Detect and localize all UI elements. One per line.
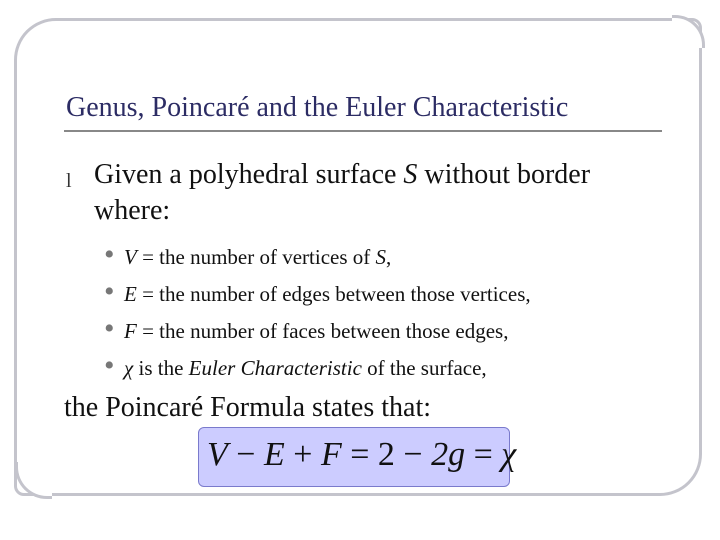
closing-text: the Poincaré Formula states that: bbox=[64, 392, 432, 423]
intro-var: S bbox=[403, 159, 418, 190]
sub-bullet-list bbox=[104, 238, 704, 386]
formula-op: − bbox=[227, 436, 264, 473]
sub-item-faces bbox=[104, 312, 704, 349]
sub-item-vertices bbox=[104, 238, 704, 275]
sub-bullet-icon: • bbox=[104, 238, 115, 271]
formula-op: + bbox=[284, 436, 321, 473]
sub-item-tail: , bbox=[386, 245, 392, 269]
bullet-marker-icon: l bbox=[66, 170, 72, 192]
sub-bullet-icon: • bbox=[104, 275, 115, 308]
formula-e: E bbox=[263, 436, 285, 473]
formula-v: V bbox=[207, 436, 228, 473]
frame-corner-top-right bbox=[672, 15, 705, 48]
sub-bullet-icon: • bbox=[104, 349, 115, 382]
formula-two: 2 bbox=[377, 436, 395, 473]
sub-item-text: is the bbox=[133, 356, 189, 380]
poincare-formula bbox=[207, 436, 516, 474]
sub-item-var: E bbox=[124, 282, 137, 306]
formula-chi: χ bbox=[501, 436, 517, 473]
formula-op: = bbox=[465, 436, 502, 473]
sub-item-text: = the number of vertices of bbox=[136, 245, 376, 269]
title-divider bbox=[64, 130, 662, 132]
sub-item-tail: of the surface, bbox=[361, 356, 487, 380]
sub-item-tail-var: Euler Characteristic bbox=[188, 356, 362, 380]
sub-item-var: V bbox=[124, 245, 137, 269]
formula-2g: 2g bbox=[431, 436, 466, 473]
intro-text: Given a polyhedral surface bbox=[94, 159, 404, 190]
sub-item-var: χ bbox=[124, 356, 134, 380]
sub-item-var: F bbox=[124, 319, 137, 343]
formula-op: − bbox=[394, 436, 432, 473]
sub-bullet-icon: • bbox=[104, 312, 115, 345]
sub-item-edges bbox=[104, 275, 704, 312]
main-bullet-text bbox=[94, 157, 694, 229]
formula-f: F bbox=[320, 436, 342, 473]
intro-rest: without border bbox=[417, 159, 591, 190]
sub-item-text: = the number of faces between those edges, bbox=[136, 319, 509, 343]
formula-box bbox=[198, 427, 517, 487]
sub-item-tail-var: S bbox=[375, 245, 387, 269]
sub-item-text: = the number of edges between those vertices, bbox=[136, 282, 531, 306]
formula-op: = bbox=[341, 436, 378, 473]
slide-title: Genus, Poincaré and the Euler Characteristic bbox=[66, 92, 569, 123]
sub-item-euler bbox=[104, 349, 704, 386]
intro-line2: where: bbox=[94, 195, 171, 226]
